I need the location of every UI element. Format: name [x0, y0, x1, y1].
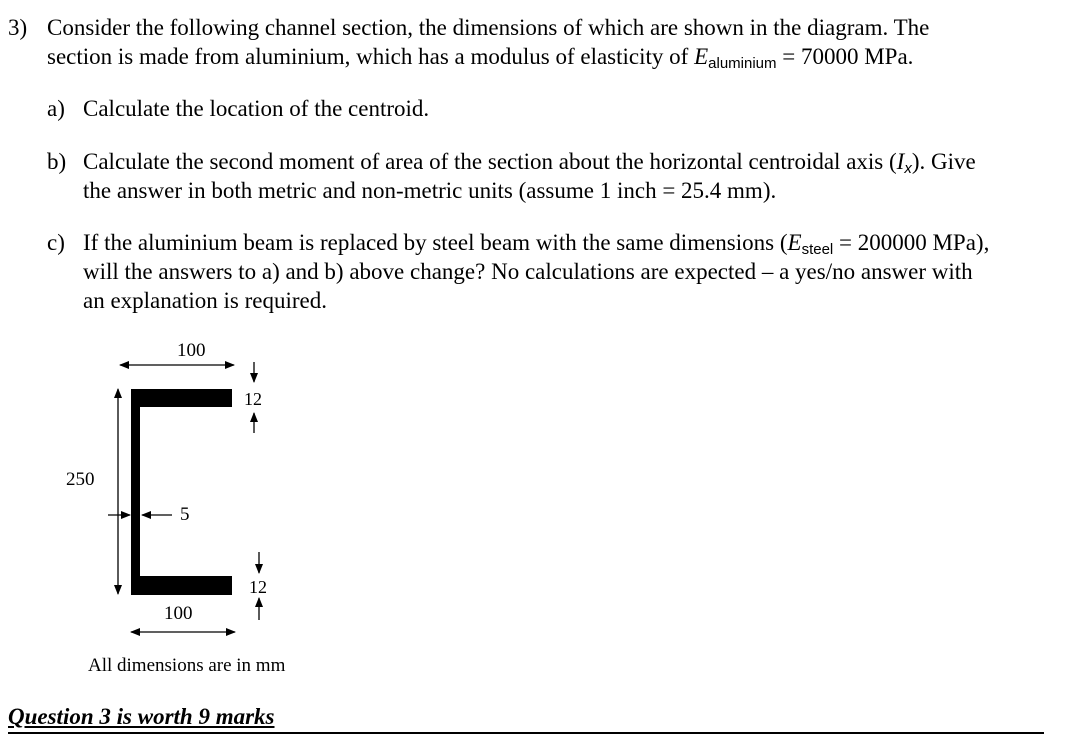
dimensions-note: All dimensions are in mm: [88, 655, 286, 676]
part-c-label: c): [47, 230, 65, 255]
e-aluminium-symbol: E: [694, 44, 709, 69]
intro-line-1: Consider the following channel section, the dimensions of which are shown in the diagram. The: [47, 15, 930, 40]
height-label: 250: [66, 469, 95, 490]
part-b-label: b): [47, 149, 67, 174]
top-thickness-label: 12: [244, 389, 262, 409]
part-b-line-1-post: ). Give: [911, 149, 976, 174]
top-width-label: 100: [177, 340, 206, 361]
part-c-line-3: an explanation is required.: [83, 288, 327, 313]
intro-line-2-post: = 70000 MPa.: [776, 44, 914, 69]
intro-line-2-pre: section is made from aluminium, which has a modulus of elasticity of: [47, 44, 695, 69]
question-number: 3): [8, 15, 28, 40]
part-c-line-1-pre: If the aluminium beam is replaced by steel beam with the same dimensions (: [83, 230, 788, 255]
i-symbol: I: [896, 149, 905, 174]
bottom-flange: [131, 576, 232, 595]
marks-note: Question 3 is worth 9 marks: [8, 704, 275, 729]
bottom-width-label: 100: [164, 603, 193, 624]
part-c-line-2: will the answers to a) and b) above change? No calculations are expected – a yes/no answer with: [83, 259, 973, 284]
e-aluminium-subscript: aluminium: [708, 55, 777, 72]
web: [131, 389, 140, 595]
top-flange: [131, 389, 232, 407]
web-thickness-label: 5: [180, 504, 190, 525]
e-steel-symbol: E: [787, 230, 802, 255]
part-b-line-1-pre: Calculate the second moment of area of the section about the horizontal centroidal axis (: [83, 149, 897, 174]
part-b-line-2: the answer in both metric and non-metric units (assume 1 inch = 25.4 mm).: [83, 178, 777, 203]
part-c-line-1-post: = 200000 MPa),: [833, 230, 990, 255]
i-subscript: x: [904, 160, 912, 177]
bottom-thickness-label: 12: [249, 577, 267, 597]
part-a-label: a): [47, 96, 65, 121]
part-a-text: Calculate the location of the centroid.: [83, 96, 430, 121]
e-steel-subscript: steel: [801, 241, 834, 258]
footer-rule: [8, 732, 1044, 734]
